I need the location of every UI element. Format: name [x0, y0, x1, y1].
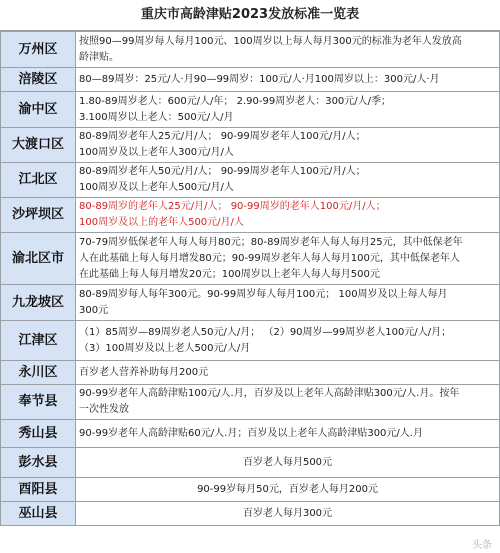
standard-line: 100周岁及以上的老年人500元/月/人 [79, 217, 244, 228]
subsidy-standard [76, 198, 500, 233]
standard-line: 80-89周岁老年人25元/月/人； 90-99周岁老年人100元/月/人； [79, 131, 366, 142]
table-row [1, 420, 500, 448]
standard-line: 70-79周岁低保老年人每人每月80元；80-89周岁老年人每人每月25元，其中低保老年 [79, 236, 463, 248]
subsidy-standard [76, 321, 500, 361]
district-name: 万州区 [1, 32, 76, 68]
standard-line: 1.80-89周岁老人：600元/人/年； 2.90-99周岁老人：300元/人/季； [79, 95, 392, 107]
subsidy-standard [76, 128, 500, 163]
district-name: 大渡口区 [1, 128, 76, 163]
standard-line: 3.100周岁以上老人：500元/人/月 [79, 111, 234, 123]
standard-line: 百岁老人每月500元 [242, 456, 333, 468]
table-row [1, 478, 500, 502]
district-name: 涪陵区 [1, 68, 76, 92]
standard-line: 100周岁及以上老年人500元/月/人 [79, 182, 234, 193]
standard-line: （1）85周岁—89周岁老人50元/人/月； （2）90周岁—99周岁老人100元/人/月； [79, 326, 452, 338]
table-title: 重庆市高龄津贴2023发放标准一览表 [0, 0, 500, 31]
district-name: 酉阳县 [1, 478, 76, 502]
table-row [1, 68, 500, 92]
table-row [1, 321, 500, 361]
district-name: 江北区 [1, 163, 76, 198]
subsidy-table [0, 31, 500, 526]
subsidy-standard [76, 32, 500, 68]
standard-line: 90-99岁老年人高龄津贴60元/人.月；百岁及以上老年人高龄津贴300元/人.月 [79, 427, 423, 439]
table-row [1, 32, 500, 68]
district-name: 永川区 [1, 361, 76, 385]
district-name: 九龙坡区 [1, 285, 76, 321]
table-row [1, 502, 500, 526]
table-row [1, 385, 500, 420]
standard-line: 100周岁及以上老年人300元/月/人 [79, 147, 234, 158]
district-name: 江津区 [1, 321, 76, 361]
subsidy-standard [76, 448, 500, 478]
table-body [1, 32, 500, 526]
standard-line: 80-89周岁的老年人25元/月/人； 90-99周岁的老年人100元/月/人； [79, 201, 386, 212]
district-name: 彭水县 [1, 448, 76, 478]
district-name: 沙坪坝区 [1, 198, 76, 233]
standard-line: 80-89周岁老年人50元/月/人； 90-99周岁老年人100元/月/人； [79, 166, 366, 177]
standard-line: 按照90—99周岁每人每月100元、100周岁以上每人每月300元的标准为老年人发放高 [79, 35, 462, 47]
standard-line: 龄津贴。 [79, 51, 119, 63]
standard-line: （3）100周岁及以上老人500元/人/月 [79, 342, 251, 354]
subsidy-standard [76, 502, 500, 526]
standard-line: 在此基础上每人每月增发20元；100周岁以上老年人每人每月500元 [79, 268, 380, 280]
standard-line: 90-99岁每月50元，百岁老人每月200元 [197, 483, 378, 495]
district-name: 巫山县 [1, 502, 76, 526]
standard-line: 80-89周岁每人每年300元。90-99周岁每人每月100元； 100周岁及以上每人每月 [79, 288, 448, 300]
table-row [1, 128, 500, 163]
subsidy-standard [76, 233, 500, 285]
watermark: 头条 [472, 540, 492, 551]
subsidy-standard [76, 163, 500, 198]
standard-line: 人在此基础上每人每月增发80元；90-99周岁老年人每人每月100元，其中低保老年人 [79, 252, 460, 264]
table-row [1, 163, 500, 198]
standard-line: 百岁老人每月300元 [242, 507, 333, 519]
district-name: 秀山县 [1, 420, 76, 448]
table-row [1, 285, 500, 321]
subsidy-standard [76, 285, 500, 321]
standard-line: 百岁老人营养补助每月200元 [79, 366, 209, 378]
subsidy-standard [76, 68, 500, 92]
table-row [1, 233, 500, 285]
subsidy-standard [76, 420, 500, 448]
standard-line: 90-99岁老年人高龄津贴100元/人.月，百岁及以上老年人高龄津贴300元/人.月。按年 [79, 388, 460, 399]
subsidy-standard [76, 385, 500, 420]
subsidy-standard [76, 92, 500, 128]
subsidy-standard [76, 361, 500, 385]
table-row [1, 448, 500, 478]
standard-line: 300元 [79, 304, 109, 316]
district-name: 渝北区市 [1, 233, 76, 285]
subsidy-standard [76, 478, 500, 502]
table-row [1, 198, 500, 233]
table-row [1, 361, 500, 385]
district-name: 渝中区 [1, 92, 76, 128]
table-row [1, 92, 500, 128]
standard-line: 80—89周岁：25元/人·月90—99周岁：100元/人·月100周岁以上：300元/人·月 [79, 73, 440, 85]
standard-line: 一次性发放 [79, 404, 129, 415]
district-name: 奉节县 [1, 385, 76, 420]
